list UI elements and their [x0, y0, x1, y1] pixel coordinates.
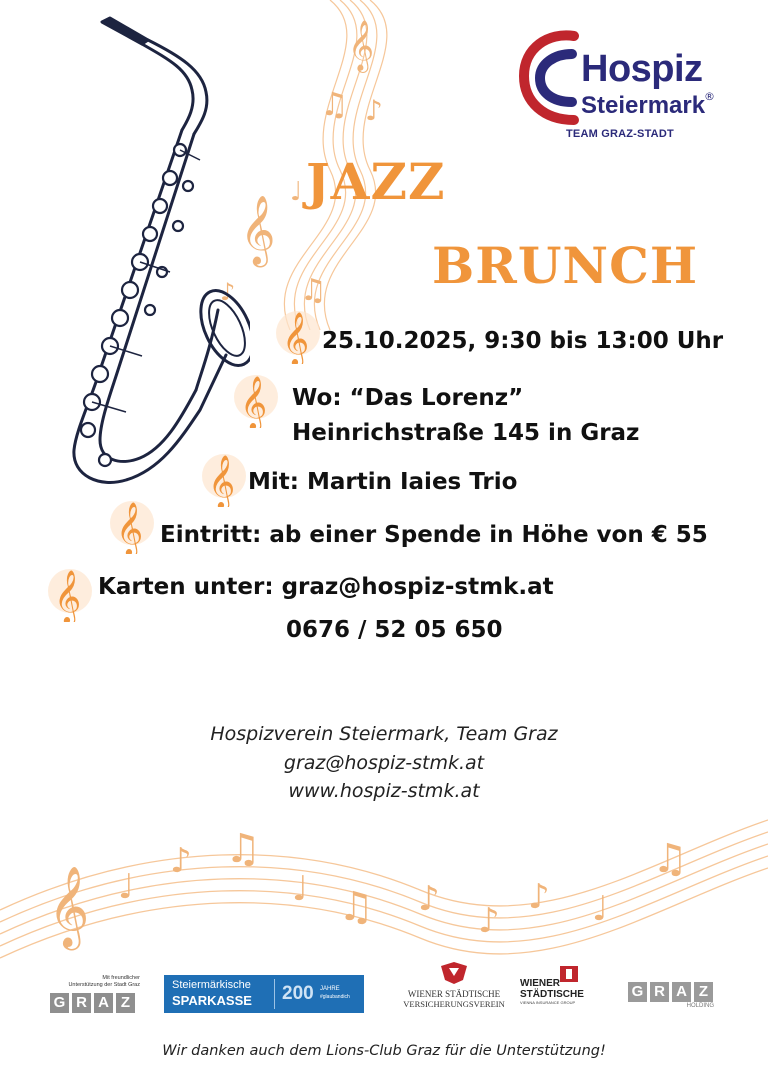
svg-text:♪: ♪	[220, 278, 236, 306]
tickets-email-link[interactable]: graz@hospiz-stmk.at	[281, 574, 554, 600]
graz-letter: Z	[116, 993, 135, 1013]
ws-emblem-icon	[439, 962, 469, 984]
ws-text-1: WIENER	[520, 978, 560, 989]
graz-support-text-1: Mit freundlicher	[102, 975, 140, 981]
svg-text:♫: ♫	[320, 85, 349, 123]
graz-support-text-2: Unterstützung der Stadt Graz	[68, 982, 140, 988]
graz-logo	[50, 993, 140, 1013]
sponsor-wiener-staedtische	[520, 966, 590, 1006]
svg-text:♪: ♪	[418, 879, 440, 919]
svg-text:𝄞: 𝄞	[240, 195, 276, 265]
treble-clef-icon	[108, 492, 156, 554]
svg-text:𝄞: 𝄞	[208, 454, 236, 507]
svg-text:♪: ♪	[365, 94, 383, 127]
title-brunch: BRUNCH	[432, 236, 699, 295]
svg-text:♫: ♫	[338, 884, 374, 930]
contact-org: Hospizverein Steiermark, Team Graz	[210, 723, 558, 745]
graz-letter: A	[94, 993, 113, 1013]
thanks-text: Wir danken auch dem Lions-Club Graz für die Unterstützung!	[162, 1043, 606, 1059]
ws-verein-text-1: WIENER STÄDTISCHE	[407, 989, 501, 999]
holding-letter: A	[672, 982, 691, 1002]
svg-text:𝄞: 𝄞	[240, 375, 268, 428]
holding-letter: G	[628, 982, 647, 1002]
svg-text:𝄞: 𝄞	[54, 569, 82, 622]
sponsor-graz-holding	[628, 982, 718, 1009]
svg-text:♫: ♫	[225, 826, 261, 872]
ws-text-3: VIENNA INSURANCE GROUP	[520, 1000, 576, 1005]
sparkasse-name-1: Steiermärkische	[172, 979, 251, 991]
treble-clef-icon	[232, 366, 280, 428]
svg-text:♪: ♪	[170, 841, 192, 881]
graz-letter: G	[50, 993, 69, 1013]
saxophone-icon	[30, 10, 250, 500]
svg-text:♪: ♪	[528, 877, 550, 917]
hospiz-logo-mark-icon	[518, 28, 582, 128]
sponsor-stadt-graz	[50, 975, 140, 1013]
svg-text:𝄞: 𝄞	[282, 311, 310, 364]
treble-clef-icon	[200, 445, 248, 507]
logo-hospiz-text: Hospiz	[581, 48, 703, 90]
svg-text:𝄞: 𝄞	[48, 865, 90, 947]
svg-text:♩: ♩	[592, 889, 609, 929]
svg-text:♫: ♫	[652, 836, 688, 882]
music-notes-icon	[0, 800, 768, 970]
logo-steiermark-text: Steiermark	[581, 92, 706, 119]
graz-letter: R	[72, 993, 91, 1013]
tickets-phone[interactable]: 0676 / 52 05 650	[286, 617, 503, 643]
svg-text:𝄞: 𝄞	[116, 501, 144, 554]
holding-letter: R	[650, 982, 669, 1002]
event-date: 25.10.2025, 9:30 bis 13:00 Uhr	[322, 328, 724, 354]
holding-letter: Z	[694, 982, 713, 1002]
treble-clef-icon	[46, 560, 94, 622]
event-location-name: Wo: “Das Lorenz”	[292, 385, 524, 411]
graz-holding-logo	[628, 982, 718, 1002]
svg-text:♪: ♪	[478, 901, 500, 941]
ws-logo-icon	[560, 966, 578, 982]
tickets-line	[98, 574, 554, 600]
event-entry-fee: Eintritt: ab einer Spende in Höhe von € 55	[160, 522, 708, 548]
svg-text:♩: ♩	[292, 869, 309, 909]
contact-web-link[interactable]: www.hospiz-stmk.at	[288, 780, 480, 802]
sparkasse-jahre: JAHRE	[320, 986, 340, 992]
event-location-address: Heinrichstraße 145 in Graz	[292, 420, 640, 446]
sponsor-sparkasse	[164, 975, 364, 1013]
contact-email-link[interactable]: graz@hospiz-stmk.at	[283, 752, 485, 774]
sparkasse-years: 200	[282, 983, 314, 1004]
hospiz-logo	[518, 28, 728, 148]
title-jazz: JAZZ	[306, 152, 446, 211]
sponsor-ws-versicherungsverein	[396, 962, 512, 1009]
event-performers: Mit: Martin Iaies Trio	[248, 469, 518, 495]
treble-clef-icon	[274, 302, 322, 364]
tickets-label: Karten unter:	[98, 574, 282, 600]
svg-text:♫: ♫	[300, 273, 327, 308]
sparkasse-name-2: SPARKASSE	[172, 993, 252, 1008]
logo-registered-mark: ®	[704, 90, 715, 103]
sparkasse-hashtag: #glaubandich	[320, 994, 350, 1000]
svg-text:𝄞: 𝄞	[348, 20, 375, 71]
svg-text:♩: ♩	[118, 867, 135, 907]
ws-text-2: STÄDTISCHE	[520, 989, 584, 1000]
logo-team-text: TEAM GRAZ-STADT	[566, 128, 674, 140]
ws-verein-text-2: VERSICHERUNGSVEREIN	[403, 999, 505, 1009]
holding-label: HOLDING	[686, 1003, 714, 1009]
svg-text:♩: ♩	[290, 177, 303, 207]
